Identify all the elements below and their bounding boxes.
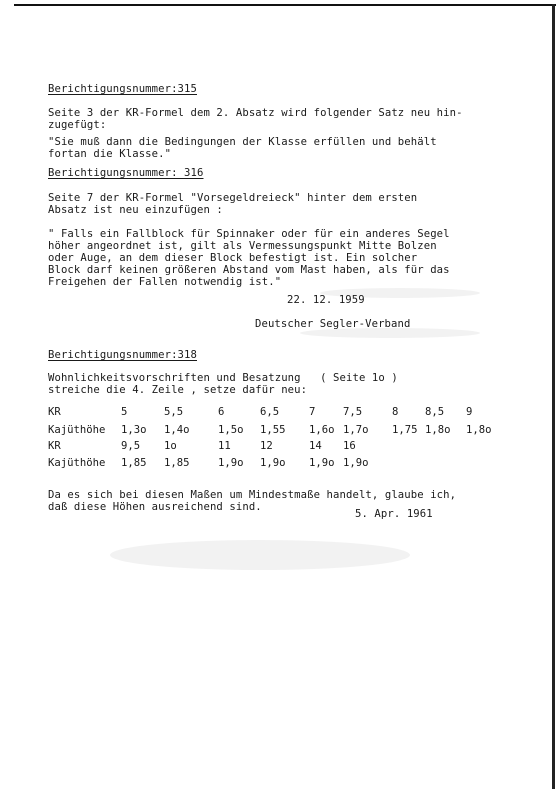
table-cell: 5,5 [164, 406, 184, 418]
table-cell: 1,9o [343, 457, 369, 469]
table-cell: 11 [218, 440, 231, 452]
quote-line: Freigehen der Fallen notwendig ist." [48, 276, 282, 288]
table-cell: 16 [343, 440, 356, 452]
body-line: Seite 3 der KR-Formel dem 2. Absatz wird folgender Satz neu hin- [48, 107, 463, 119]
body-line: Wohnlichkeitsvorschriften und Besatzung ( Seite 1o ) [48, 372, 398, 384]
body-line: "Sie muß dann die Bedingungen der Klasse erfüllen und behält [48, 136, 437, 148]
table-cell: 1,9o [260, 457, 286, 469]
table-cell: 8 [392, 406, 399, 418]
closing-line: daß diese Höhen ausreichend sind. [48, 501, 262, 513]
table-cell: 8,5 [425, 406, 445, 418]
page-right-edge [552, 4, 555, 789]
table-cell: 1,5o [218, 424, 244, 436]
table-cell: 9 [466, 406, 473, 418]
page-top-edge [14, 4, 556, 6]
table-cell: 14 [309, 440, 322, 452]
table-row-label: Kajüthöhe [48, 457, 106, 469]
table-cell: 7,5 [343, 406, 363, 418]
table-cell: 1,85 [164, 457, 190, 469]
closing-line: Da es sich bei diesen Maßen um Mindestmaße handelt, glaube ich, [48, 489, 457, 501]
table-cell: 9,5 [121, 440, 141, 452]
body-line: Absatz ist neu einzufügen : [48, 204, 223, 216]
table-cell: 1,3o [121, 424, 147, 436]
table-cell: 1o [164, 440, 177, 452]
table-row-label: Kajüthöhe [48, 424, 106, 436]
date-318: 5. Apr. 1961 [355, 508, 433, 520]
table-cell: 12 [260, 440, 273, 452]
signature-316: Deutscher Segler-Verband [255, 318, 411, 330]
table-cell: 1,85 [121, 457, 147, 469]
table-cell: 1,9o [309, 457, 335, 469]
heading-315: Berichtigungsnummer:315 [48, 83, 197, 95]
table-cell: 1,8o [425, 424, 451, 436]
table-cell: 1,4o [164, 424, 190, 436]
body-line: Seite 7 der KR-Formel "Vorsegeldreieck" hinter dem ersten [48, 192, 418, 204]
quote-line: Block darf keinen größeren Abstand vom Mast haben, als für das [48, 264, 450, 276]
table-cell: 7 [309, 406, 316, 418]
body-line: streiche die 4. Zeile , setze dafür neu: [48, 384, 308, 396]
table-row-label: KR [48, 440, 61, 452]
table-cell: 6 [218, 406, 225, 418]
date-316: 22. 12. 1959 [287, 294, 365, 306]
body-line: zugefügt: [48, 119, 107, 131]
scan-smudge [110, 540, 410, 570]
table-cell: 1,75 [392, 424, 418, 436]
table-row-label: KR [48, 406, 61, 418]
quote-line: höher angeordnet ist, gilt als Vermessungspunkt Mitte Bolzen [48, 240, 437, 252]
table-cell: 1,55 [260, 424, 286, 436]
quote-line: " Falls ein Fallblock für Spinnaker oder für ein anderes Segel [48, 228, 450, 240]
table-cell: 1,9o [218, 457, 244, 469]
heading-316: Berichtigungsnummer: 316 [48, 167, 204, 179]
table-cell: 5 [121, 406, 128, 418]
table-cell: 1,7o [343, 424, 369, 436]
heading-318: Berichtigungsnummer:318 [48, 349, 197, 361]
table-cell: 1,6o [309, 424, 335, 436]
table-cell: 6,5 [260, 406, 280, 418]
table-cell: 1,8o [466, 424, 492, 436]
body-line: fortan die Klasse." [48, 148, 172, 160]
quote-line: oder Auge, an dem dieser Block befestigt ist. Ein solcher [48, 252, 418, 264]
